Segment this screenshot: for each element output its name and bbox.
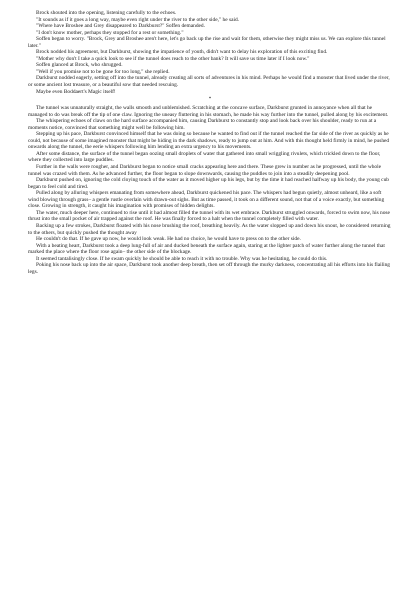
paragraph: With a beating heart, Darkburst took a deep lung-full of air and ducked beneath the surface again, staring at the lighter patch of water further along the tunnel that marked the place where the floor rose again– the other side of the blockage. (28, 242, 385, 256)
text-block-before (28, 10, 392, 95)
paragraph: He couldn't do that. If he gave up now, he would look weak. He had no choice, he would have to press on to the other side. (36, 236, 301, 243)
paragraph: "Well if you promise not to be gone for too long," she replied. (36, 68, 170, 75)
paragraph: The water, much deeper here, continued to rise until it had almost filled the tunnel with its wet embrace. Darkburst struggled onwards, forced to swim now, his nose thrust into the small pocket of air trapped against the roof. He was finally forced to a halt when the tunnel completely filled with water. (28, 209, 390, 223)
section-break: * (208, 97, 212, 103)
paragraph: Darkburst pushed on, ignoring the cold cloying touch of the water as it moved higher up his legs, but by the time it had reached halfway up his body, the young cub began to feel cold and tired. (28, 177, 389, 190)
paragraph: Soffen began to worry. "Brock, Grey and Broshee aren't here, let's go back up the rise and wait for them, otherwise they might miss us. We can explore this tunnel later." (28, 36, 386, 49)
paragraph: Soffen glanced at Brock, who shrugged. (36, 62, 123, 69)
paragraph: Backing up a few strokes, Darkburst floated with his nose brushing the roof, breathing heavily. As the water slopped up and down his snout, he considered returning to the others, but quickly pushed the thought away (28, 222, 391, 236)
paragraph: After some distance, the surface of the tunnel began oozing small droplets of water that gathered into small wriggling rivulets, which trickled down to the floor, where they collected into large puddles. (28, 150, 381, 164)
paragraph: "It sounds as if it goes a long way, maybe even right under the river to the other side," he said. (36, 16, 240, 23)
paragraph: The whispering echoes of claws on the hard surface accompanied him, causing Darkburst to constantly stop and look back over his shoulder, ready to run at a moments notice, convinced that something might well be following him. (28, 118, 377, 131)
text-block-after (28, 105, 392, 275)
paragraph: Maybe even Boddaert's Magic itself! (36, 88, 116, 95)
paragraph: Poking his nose back up into the air space, Darkburst took another deep breath, then set off through the murky darkness, concentrating all his efforts into his flailing legs. (28, 262, 391, 275)
paragraph: The tunnel was unnaturally straight, the walls smooth and unblemished. Scratching at the concave surface, Darkburst grunted in annoyance when all that he managed to do was break off the tip of one claw. Ignoring the uneasy fluttering in his stomach, he made his way further into the tunnel, pulled along by his excitement. (28, 105, 389, 118)
paragraph: Stepping up his pace, Darkburst convinced himself that he was doing so because he wanted to find out if the tunnel reached the far side of the river as quickly as he could, not because of some imagined monster that might be hiding in the dark shadows, ready to jump out at him. And with this thought held firmly in mind, he pushed onwards along the tunnel, the eerie whispers following him lending an extra urgency to his movements. (28, 131, 390, 151)
paragraph: Darkburst nodded eagerly, setting off into the tunnel, already creating all sorts of adventures in his mind. Perhaps he would find a monster that lived under the river, or some ancient lost treasure, or a beautiful sow that needed rescuing. (28, 75, 390, 89)
paragraph: "I don't know mother, perhaps they stopped for a rest or something." (36, 29, 184, 36)
paragraph: Brock nodded his agreement, but Darkburst, showing the impatience of youth, didn't want to delay his exploration of this exciting find. (36, 49, 328, 56)
paragraph: "Where have Broshee and Grey disappeared to Darkburst?" Soffen demanded. (36, 23, 205, 30)
paragraph: "Mother why don't I take a quick look to see if the tunnel does reach to the other bank? It will save us time later if I look now." (36, 55, 310, 62)
paragraph: It seemed tantalisingly close. If he swam quickly he should be able to reach it with no trouble. Why was he hesitating, he could do this. (36, 255, 328, 262)
paragraph: Further in the walls were rougher, and Darkburst began to notice small cracks appearing here and there. These grew in number as he progressed, until the whole tunnel was crazed with them. As he advanced further, the floor began to slope downwards, causing the puddles to join into a steadily deepening pool. (28, 164, 382, 177)
paragraph: Brock shouted into the opening, listening carefully to the echoes. (36, 10, 177, 16)
paragraph: Pulled along by alluring whispers emanating from somewhere ahead, Darkburst quickened his pace. The whispers had begun quietly, almost unheard, like a soft wind blowing through grass– a gentle rustle overlain with drawn-out sighs. But as time passed, it took on a different sound, not that of a voice exactly, but something close. Growing in strength, it caught his imagination with promises of hidden delights. (28, 190, 385, 210)
